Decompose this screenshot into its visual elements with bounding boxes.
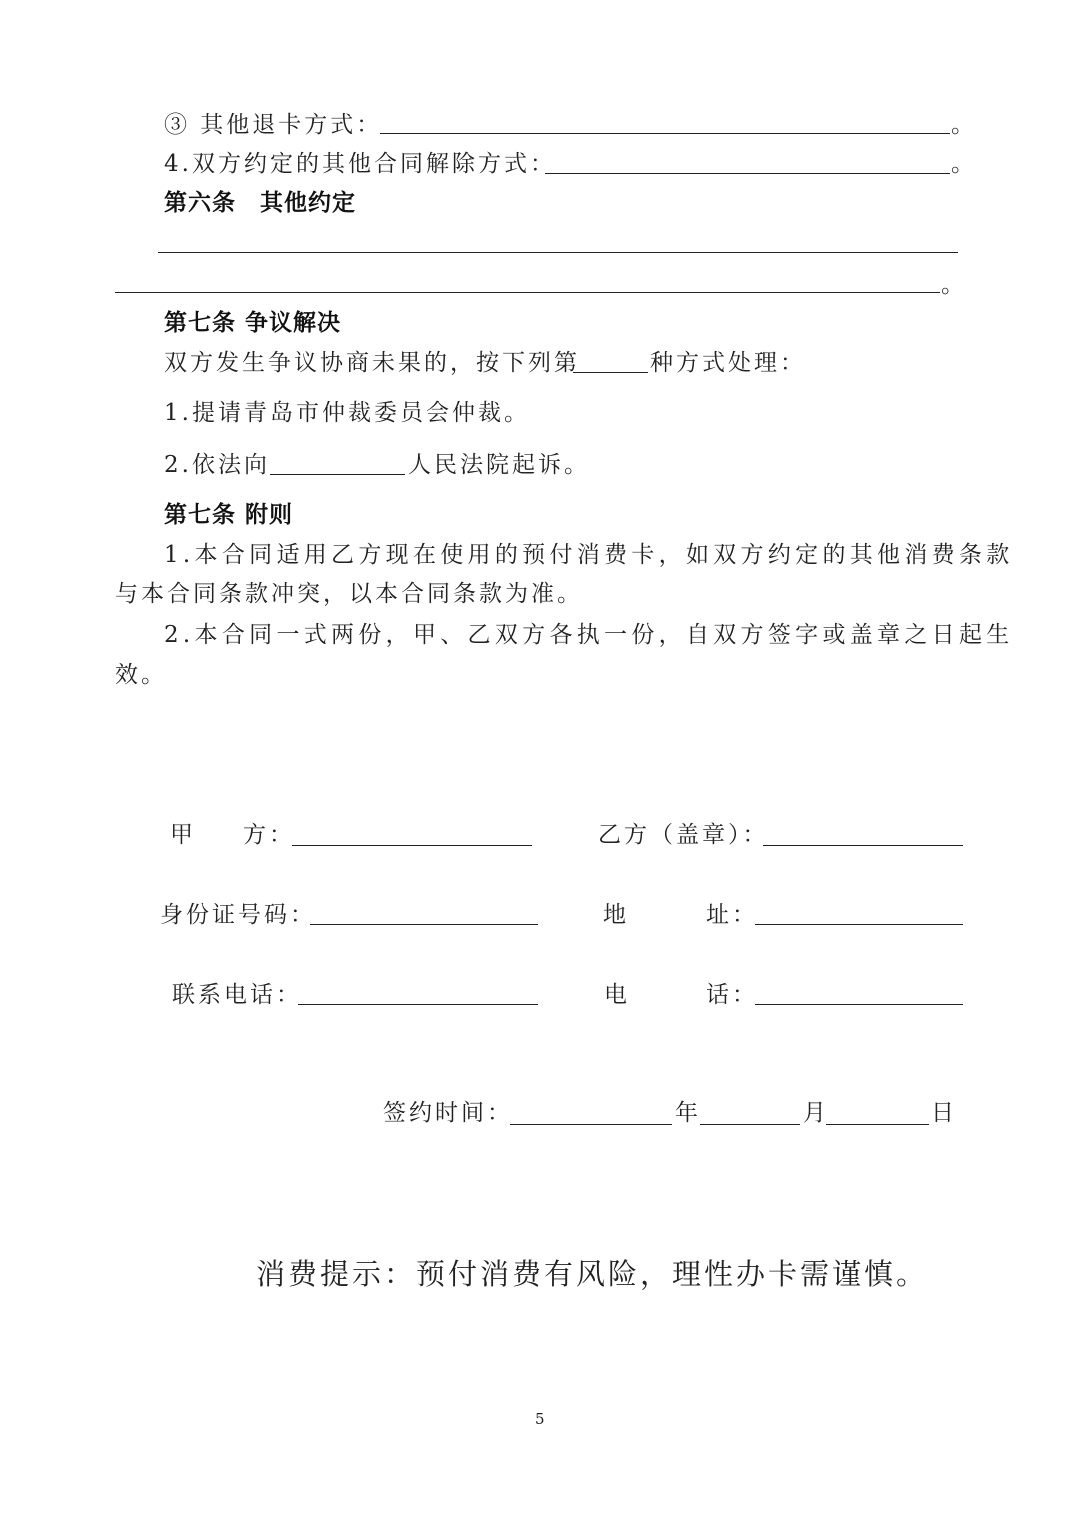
dispute-option-2-after: 人民法院起诉。 (408, 452, 590, 478)
month-label: 月 (803, 1100, 829, 1126)
phone-label-1: 电 (604, 982, 630, 1008)
period: 。 (951, 112, 977, 138)
appendix-p2-line-1: 2.本合同一式两份，甲、乙双方各执一份，自双方签字或盖章之日起生 (164, 622, 1014, 648)
year-field[interactable] (510, 1124, 672, 1125)
consumer-tip: 消费提示：预付消费有风险，理性办卡需谨慎。 (256, 1257, 929, 1291)
dispute-intro-before: 双方发生争议协商未果的，按下列第 (164, 350, 580, 376)
termination-method-field[interactable] (545, 173, 950, 174)
appendix-p2-line-2: 效。 (115, 662, 167, 688)
appendix-p1-line-2: 与本合同条款冲突，以本合同条款为准。 (115, 581, 583, 607)
party-a-label-1: 甲 (170, 822, 196, 848)
period: 。 (941, 272, 967, 298)
day-label: 日 (931, 1100, 957, 1126)
address-field[interactable] (755, 924, 963, 925)
contact-phone-label: 联系电话： (172, 982, 302, 1008)
year-label: 年 (675, 1100, 701, 1126)
page-number: 5 (535, 1410, 545, 1428)
termination-method-label: 4.双方约定的其他合同解除方式： (164, 151, 556, 177)
id-number-label: 身份证号码： (160, 902, 316, 928)
other-agreement-field-line-2[interactable] (115, 292, 940, 293)
contact-phone-field[interactable] (298, 1004, 538, 1005)
party-a-label-2: 方： (243, 822, 295, 848)
phone-label-2: 话： (706, 982, 758, 1008)
dispute-option-2-before: 2.依法向 (164, 452, 270, 478)
other-refund-method-field[interactable] (380, 133, 950, 134)
phone-field[interactable] (755, 1004, 963, 1005)
period: 。 (951, 151, 977, 177)
dispute-option-number-field[interactable] (573, 372, 648, 373)
party-b-label: 乙方（盖章）： (598, 822, 769, 848)
dispute-intro-after: 种方式处理： (650, 350, 806, 376)
other-agreement-field-line-1[interactable] (158, 252, 958, 253)
address-label-2: 址： (706, 902, 758, 928)
other-refund-method-label: ③ 其他退卡方式： (164, 112, 383, 138)
article-6-title: 第六条 其他约定 (164, 190, 356, 216)
appendix-title: 第七条 附则 (164, 502, 294, 528)
month-field[interactable] (700, 1124, 800, 1125)
appendix-p1-line-1: 1.本合同适用乙方现在使用的预付消费卡，如双方约定的其他消费条款 (164, 542, 1014, 568)
dispute-option-1: 1.提请青岛市仲裁委员会仲裁。 (164, 400, 530, 426)
dispute-title: 第七条 争议解决 (164, 310, 342, 336)
party-a-field[interactable] (292, 845, 532, 846)
id-number-field[interactable] (310, 924, 538, 925)
address-label-1: 地 (603, 902, 629, 928)
day-field[interactable] (826, 1124, 929, 1125)
party-b-field[interactable] (763, 845, 963, 846)
court-name-field[interactable] (270, 474, 405, 475)
signing-date-label: 签约时间： (383, 1100, 513, 1126)
